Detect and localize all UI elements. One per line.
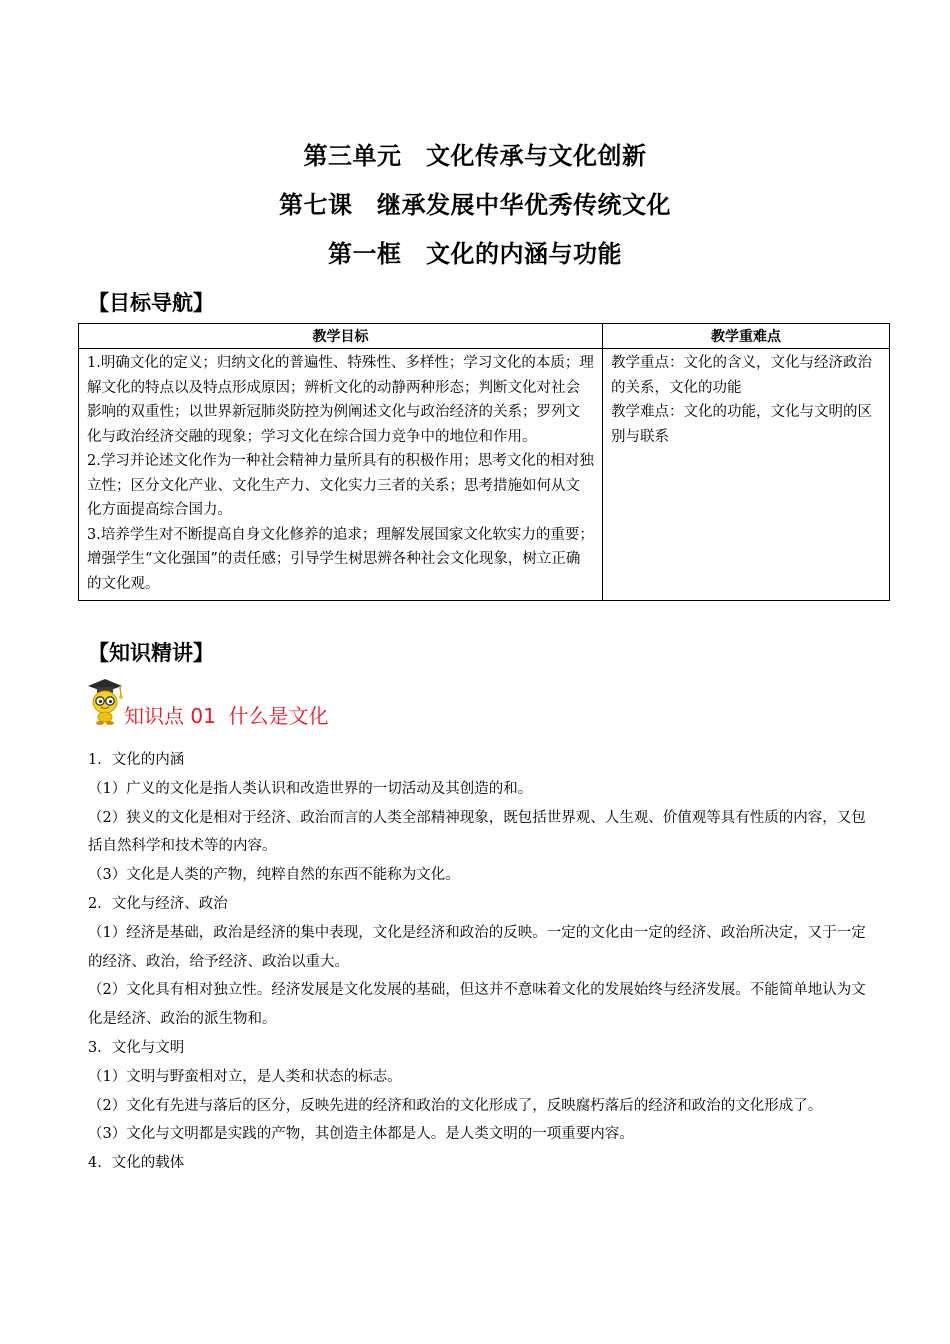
goals-table: [78, 323, 890, 601]
goals-heading: 【目标导航】: [88, 291, 214, 315]
content-paragraph: （2）狭义的文化是相对于经济、政治而言的人类全部精神现象，既包括世界观、人生观、价值观等具有性质的内容，又包括自然科学和技术等的内容。: [88, 809, 866, 855]
knowledge-point-header: [84, 676, 484, 732]
unit-title: 第三单元 文化传承与文化创新: [303, 142, 647, 170]
objectives-header: 教学目标: [79, 324, 603, 349]
content-heading: 3．文化与文明: [88, 1039, 185, 1056]
content-paragraph: （2）文化具有相对独立性。经济发展是文化发展的基础，但这并不意味着文化的发展始终与经济发展。不能简单地认为文化是经济、政治的派生物和。: [88, 982, 866, 1028]
goals-table-header-row: [79, 324, 890, 349]
knowledge-heading: 【知识精讲】: [88, 641, 214, 665]
content-paragraph: （1）广义的文化是指人类认识和改造世界的一切活动及其创造的和。: [88, 780, 533, 797]
key-point-item: 教学重点：文化的含义，文化与经济政治的关系，文化的功能: [611, 355, 872, 396]
content-heading: 1．文化的内涵: [88, 752, 185, 768]
content-heading: 2．文化与经济、政治: [88, 895, 228, 912]
objective-item: 3.培养学生对不断提高自身文化修养的追求；理解发展国家文化软实力的重要；增强学生“文化强国”的责任感；引导学生树思辨各种社会文化现象，树立正确的文化观。: [87, 526, 594, 592]
content-paragraph: （3）文化与文明都是实践的产物，其创造主体都是人。是人类文明的一项重要内容。: [88, 1126, 634, 1143]
knowledge-point-title: 知识点 01 什么是文化: [124, 704, 329, 728]
lesson-title: 第七课 继承发展中华优秀传统文化: [279, 191, 671, 219]
content-paragraph: （3）文化是人类的产物，纯粹自然的东西不能称为文化。: [88, 867, 460, 884]
key-points-cell: [603, 349, 890, 601]
content-paragraph: （2）文化有先进与落后的区分，反映先进的经济和政治的文化形成了，反映腐朽落后的经济和政治的文化形成了。: [88, 1097, 823, 1114]
content-heading: 4．文化的载体: [88, 1155, 185, 1172]
difficult-point-item: 教学难点：文化的功能，文化与文明的区别与联系: [611, 404, 872, 445]
objectives-cell: [79, 349, 603, 601]
key-points-header: 教学重难点: [603, 324, 890, 349]
graduate-cap-mascot-icon: [84, 676, 126, 726]
objective-item: 2.学习并论述文化作为一种社会精神力量所具有的积极作用；思考文化的相对独立性；区分文化产业、文化生产力、文化实力三者的关系；思考措施如何从文化方面提高综合国力。: [87, 453, 594, 518]
goals-table-body-row: [79, 349, 890, 601]
frame-title: 第一框 文化的内涵与功能: [328, 240, 622, 268]
knowledge-content: [88, 746, 866, 1178]
content-paragraph: （1）文明与野蛮相对立，是人类和状态的标志。: [88, 1068, 402, 1085]
content-paragraph: （1）经济是基础，政治是经济的集中表现，文化是经济和政治的反映。一定的文化由一定的经济、政治所决定，又于一定的经济、政治，给予经济、政治以重大。: [88, 924, 866, 970]
objective-item: 1.明确文化的定义；归纳文化的普遍性、特殊性、多样性；学习文化的本质；理解文化的特点以及特点形成原因；辨析文化的动静两种形态；判断文化对社会影响的双重性；以世界新冠肺炎防控为例阐述文化与政治经济的关系；罗列文化与政治经济交融的现象；学习文化在综合国力竞争中的地位和作用。: [87, 355, 594, 445]
